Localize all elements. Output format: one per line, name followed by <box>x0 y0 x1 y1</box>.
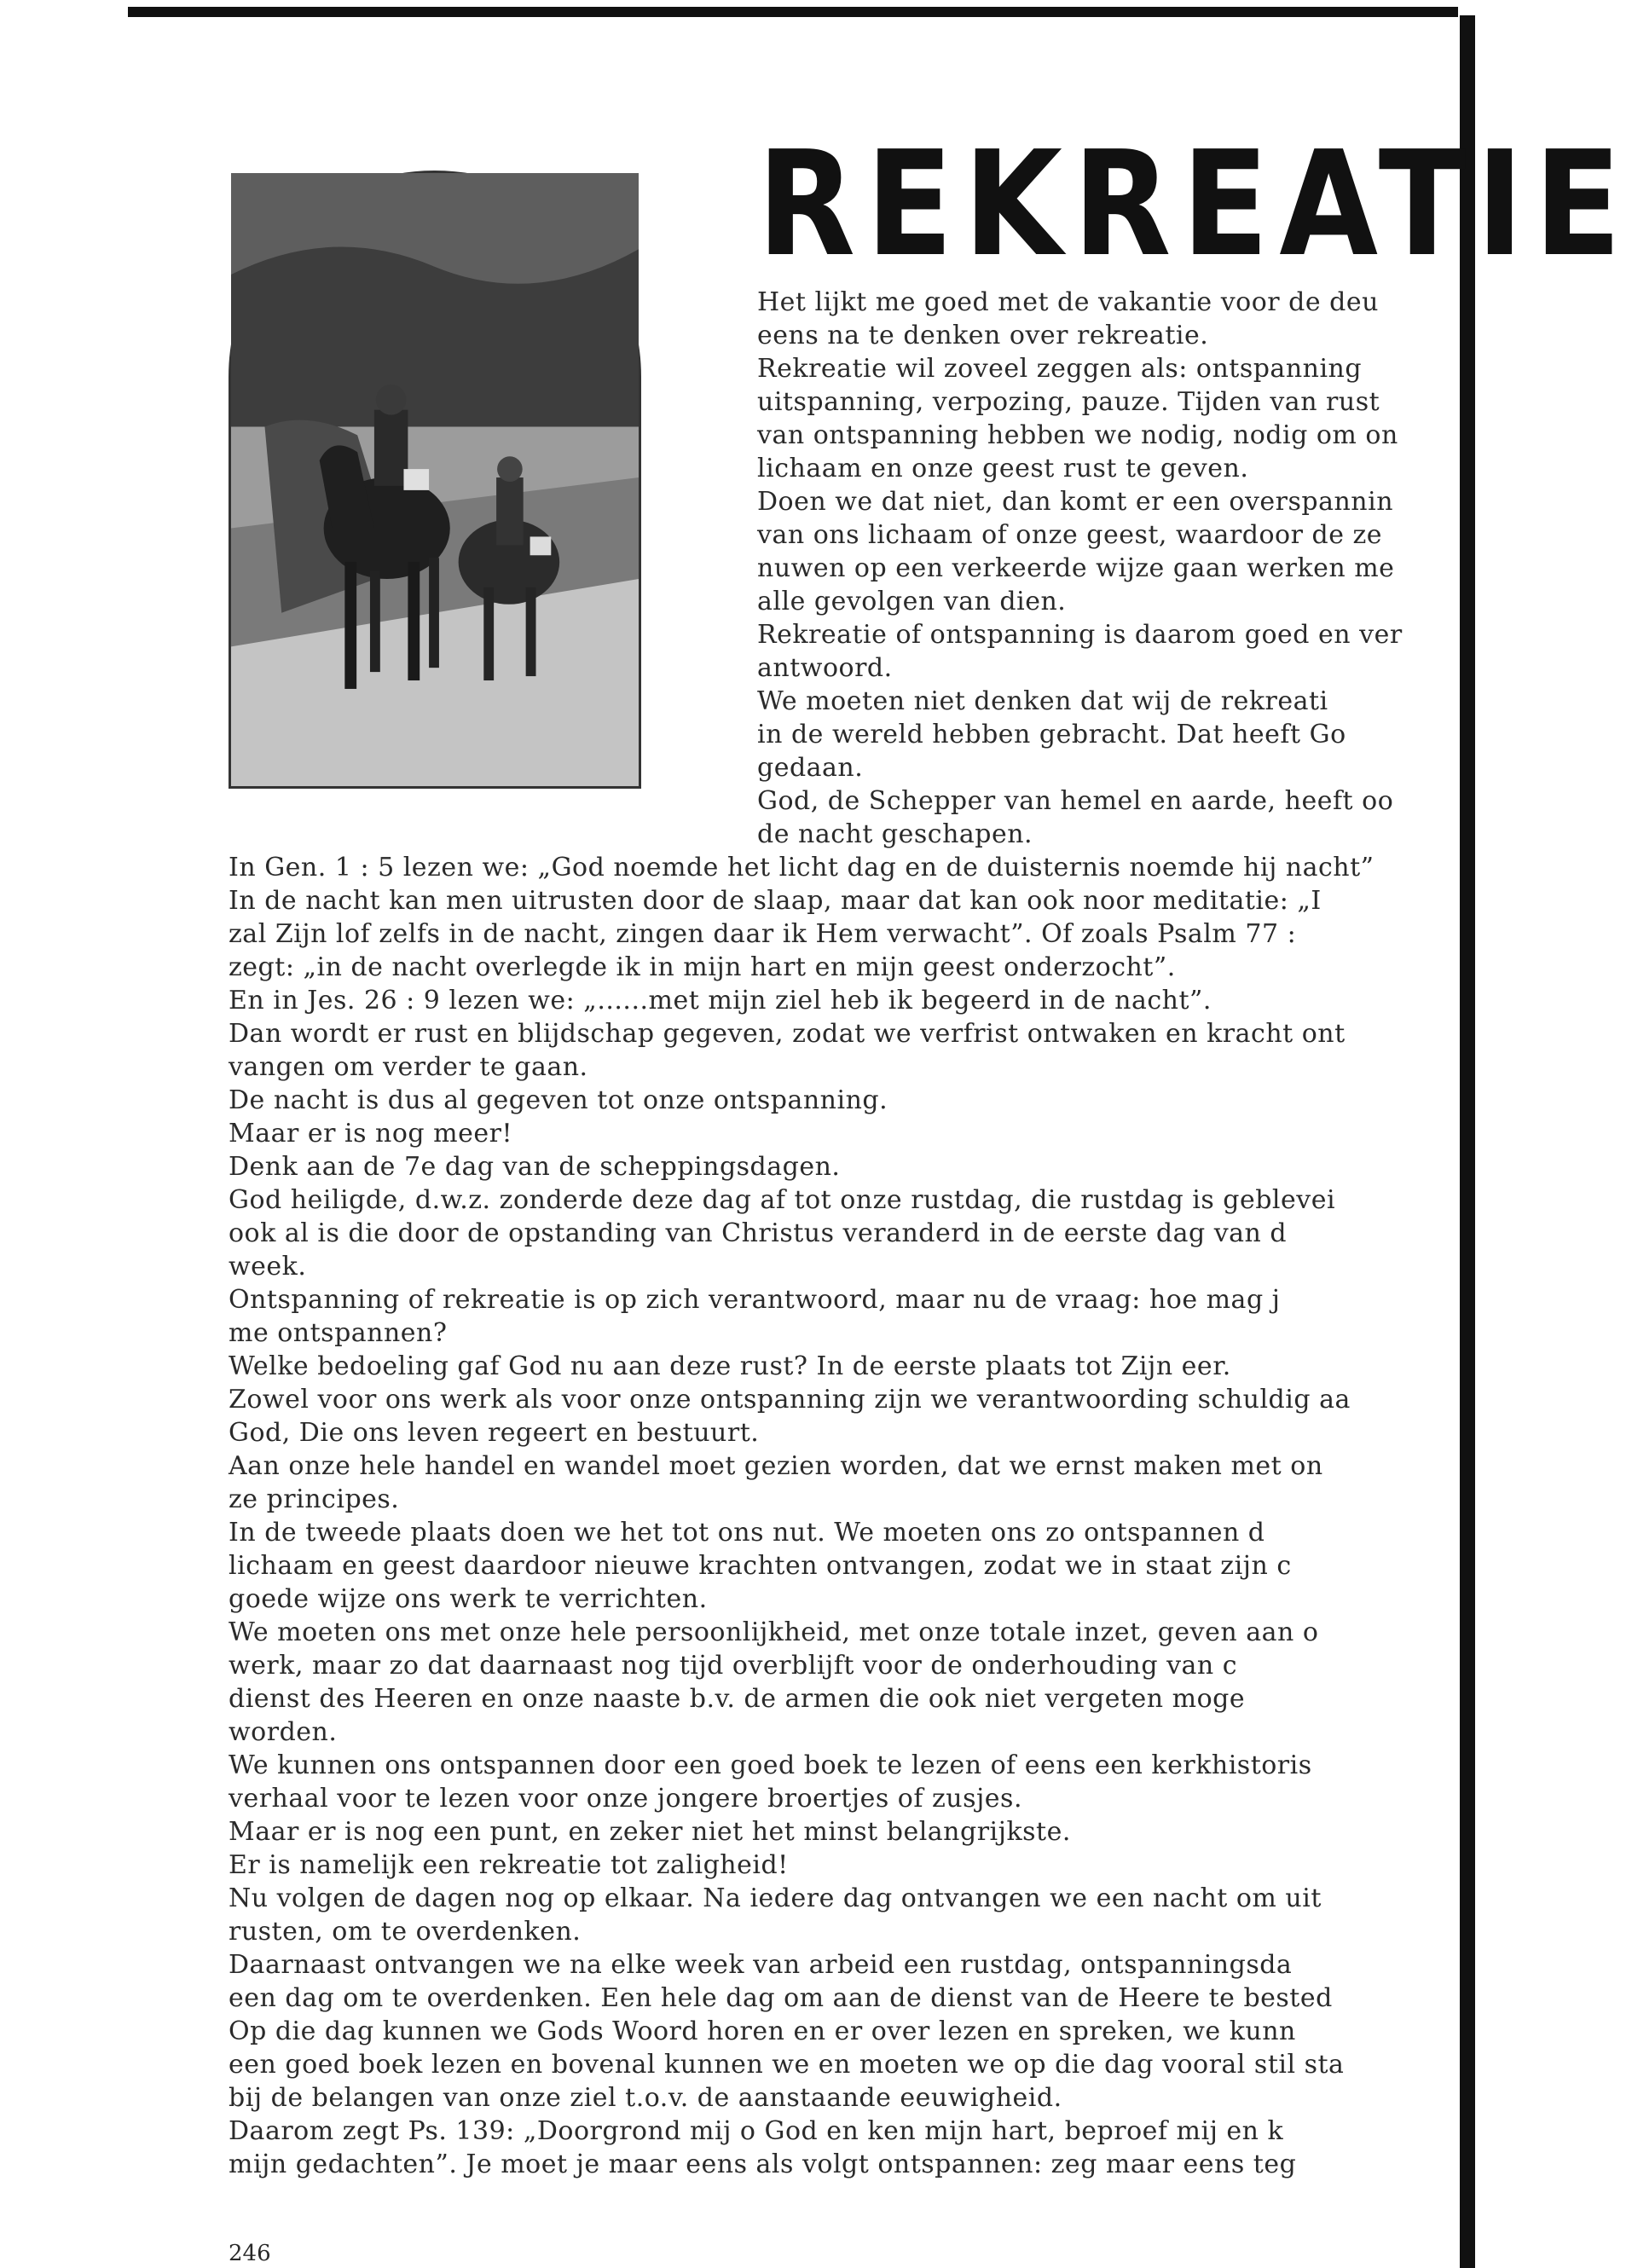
text-line: Denk aan de 7e dag van de scheppingsdagen. <box>229 1152 841 1182</box>
text-line: De nacht is dus al gegeven tot onze ontspanning. <box>229 1085 888 1115</box>
text-line: ze principes. <box>229 1484 400 1514</box>
text-line: Daarom zegt Ps. 139: „Doorgrond mij o God en ken mijn hart, beproef mij en k <box>229 2116 1284 2146</box>
text-line: We moeten niet denken dat wij de rekreati <box>757 686 1328 716</box>
text-line: van ontspanning hebben we nodig, nodig om on <box>757 420 1398 450</box>
text-line: de nacht geschapen. <box>757 819 1033 849</box>
page-title: REKREATIE <box>757 120 1632 289</box>
text-line: En in Jes. 26 : 9 lezen we: „......met mijn ziel heb ik begeerd in de nacht”. <box>229 986 1212 1015</box>
text-line: Zowel voor ons werk als voor onze ontspanning zijn we verantwoording schuldig aa <box>229 1385 1351 1415</box>
text-line: zal Zijn lof zelfs in de nacht, zingen daar ik Hem verwacht”. Of zoals Psalm 77 : <box>229 919 1297 949</box>
text-line: Welke bedoeling gaf God nu aan deze rust? In de eerste plaats tot Zijn eer. <box>229 1351 1231 1381</box>
text-line: worden. <box>229 1717 338 1747</box>
text-line: alle gevolgen van dien. <box>757 587 1067 616</box>
text-line: een goed boek lezen en bovenal kunnen we en moeten we op die dag vooral stil sta <box>229 2050 1345 2080</box>
text-line: Daarnaast ontvangen we na elke week van arbeid een rustdag, ontspanningsda <box>229 1950 1293 1980</box>
text-line: uitspanning, verpozing, pauze. Tijden van rust <box>757 387 1380 417</box>
text-line: Het lijkt me goed met de vakantie voor de deu <box>757 287 1379 317</box>
text-line: Rekreatie of ontspanning is daarom goed en ver <box>757 620 1403 650</box>
text-line: verhaal voor te lezen voor onze jongere broertjes of zusjes. <box>229 1784 1022 1814</box>
text-line: Maar er is nog meer! <box>229 1119 512 1148</box>
text-line: eens na te denken over rekreatie. <box>757 321 1209 350</box>
text-line: lichaam en geest daardoor nieuwe krachten ontvangen, zodat we in staat zijn c <box>229 1551 1292 1581</box>
text-line: Maar er is nog een punt, en zeker niet het minst belangrijkste. <box>229 1817 1071 1847</box>
text-line: een dag om te overdenken. Een hele dag om aan de dienst van de Heere te bested <box>229 1983 1333 2013</box>
text-line: goede wijze ons werk te verrichten. <box>229 1584 708 1614</box>
text-line: Ontspanning of rekreatie is op zich verantwoord, maar nu de vraag: hoe mag j <box>229 1285 1281 1315</box>
text-line: nuwen op een verkeerde wijze gaan werken me <box>757 553 1395 583</box>
text-line: mijn gedachten”. Je moet je maar eens als volgt ontspannen: zeg maar eens teg <box>229 2149 1297 2179</box>
text-line: vangen om verder te gaan. <box>229 1052 588 1082</box>
text-line: week. <box>229 1252 307 1282</box>
text-line: In Gen. 1 : 5 lezen we: „God noemde het licht dag en de duisternis noemde hij nacht” <box>229 853 1374 882</box>
text-line: lichaam en onze geest rust te geven. <box>757 454 1249 483</box>
text-line: dienst des Heeren en onze naaste b.v. de armen die ook niet vergeten moge <box>229 1684 1246 1714</box>
text-line: antwoord. <box>757 653 893 683</box>
text-line: Dan wordt er rust en blijdschap gegeven, zodat we verfrist ontwaken en kracht ont <box>229 1019 1346 1049</box>
article-body <box>229 286 1508 2181</box>
text-line: We moeten ons met onze hele persoonlijkheid, met onze totale inzet, geven aan o <box>229 1617 1319 1647</box>
text-line: me ontspannen? <box>229 1318 448 1348</box>
text-line: God, de Schepper van hemel en aarde, heeft oo <box>757 786 1394 816</box>
text-line: in de wereld hebben gebracht. Dat heeft Go <box>757 720 1346 749</box>
text-line: Nu volgen de dagen nog op elkaar. Na iedere dag ontvangen we een nacht om uit <box>229 1883 1322 1913</box>
text-line: gedaan. <box>757 753 864 783</box>
text-line: In de tweede plaats doen we het tot ons nut. We moeten ons zo ontspannen d <box>229 1518 1265 1548</box>
page-number: 246 <box>229 2241 271 2266</box>
text-line: van ons lichaam of onze geest, waardoor de ze <box>757 520 1383 550</box>
text-line: God, Die ons leven regeert en bestuurt. <box>229 1418 760 1448</box>
text-line: ook al is die door de opstanding van Christus veranderd in de eerste dag van d <box>229 1218 1288 1248</box>
text-line: rusten, om te overdenken. <box>229 1917 582 1947</box>
text-line: Doen we dat niet, dan komt er een overspannin <box>757 487 1394 517</box>
text-line: Rekreatie wil zoveel zeggen als: ontspanning <box>757 354 1363 384</box>
text-line: bij de belangen van onze ziel t.o.v. de aanstaande eeuwigheid. <box>229 2083 1062 2113</box>
text-line: Aan onze hele handel en wandel moet gezien worden, dat we ernst maken met on <box>229 1451 1323 1481</box>
text-line: werk, maar zo dat daarnaast nog tijd overblijft voor de onderhouding van c <box>229 1651 1238 1681</box>
text-line: In de nacht kan men uitrusten door de slaap, maar dat kan ook noor meditatie: „I <box>229 886 1322 916</box>
text-line: God heiligde, d.w.z. zonderde deze dag af tot onze rustdag, die rustdag is geblevei <box>229 1185 1336 1215</box>
text-line: Op die dag kunnen we Gods Woord horen en er over lezen en spreken, we kunn <box>229 2016 1296 2046</box>
text-line: We kunnen ons ontspannen door een goed boek te lezen of eens een kerkhistoris <box>229 1750 1312 1780</box>
text-line: Er is namelijk een rekreatie tot zaligheid! <box>229 1850 789 1880</box>
text-line: zegt: „in de nacht overlegde ik in mijn hart en mijn geest onderzocht”. <box>229 952 1176 982</box>
